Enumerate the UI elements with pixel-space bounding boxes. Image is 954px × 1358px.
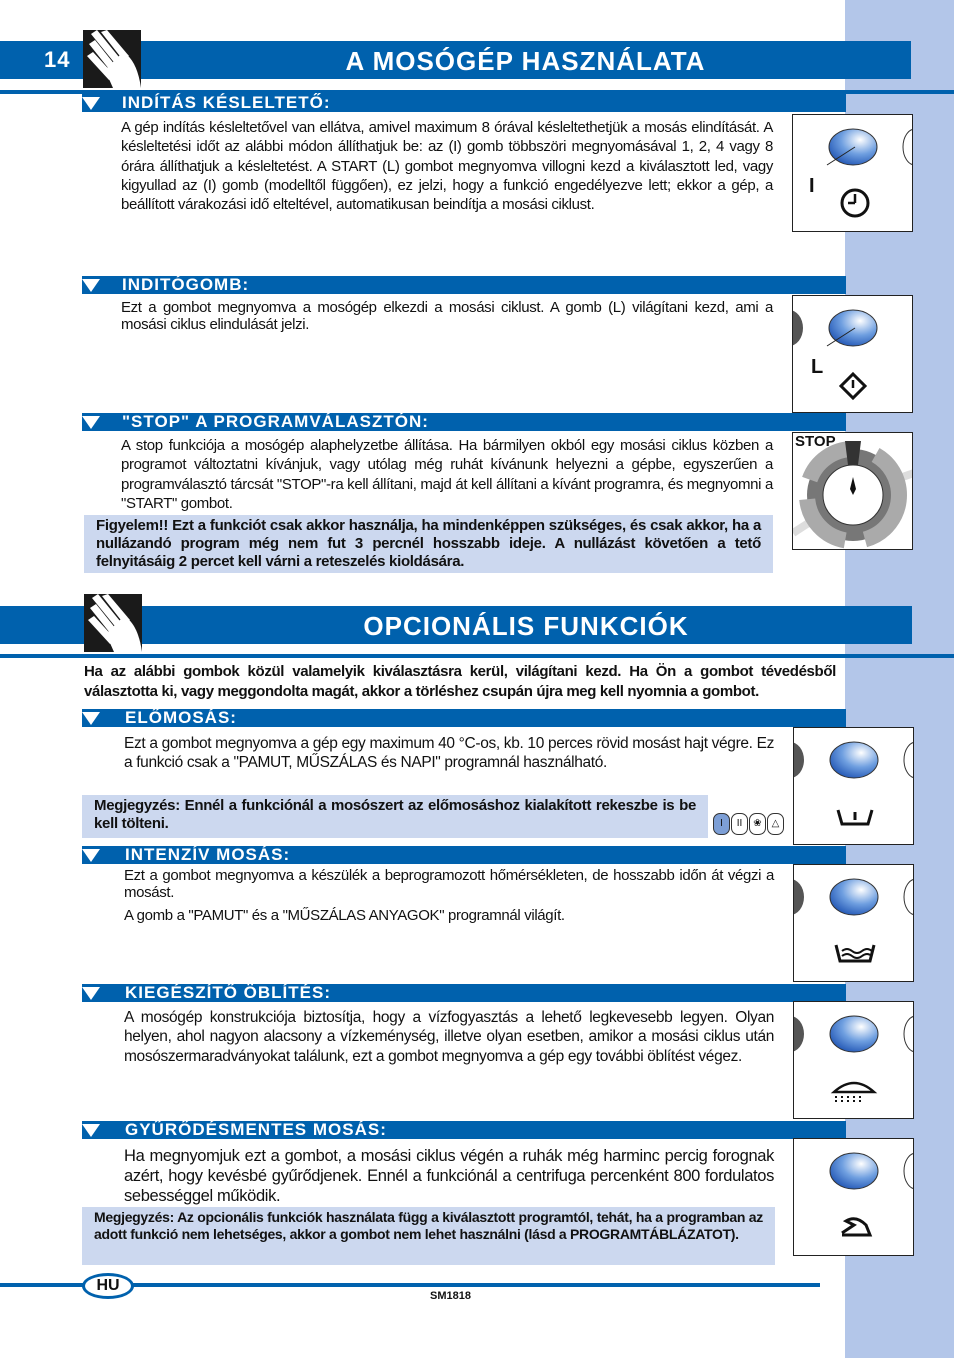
program-dial-illustration [792, 432, 913, 550]
paragraph: Ha megnyomjuk ezt a gombot, a mosási ciklus végén a ruhák még harminc percig forognak azért, hogy kevésbé gyűrődjenek. Ennél a funkciónál a centrifuga percenként 800 fordulatos sebességgel működik. [124, 1147, 774, 1205]
paragraph: A gép indítás késleltetővel van ellátva, amivel maximum 8 órával késleltethetjük a mosás elindítását. A késleltetési időt az alábbi módon állíthatjuk be: az (I) gomb többszöri megnyomásával 1, 2, 4 vagy 8 órára állíthatjuk a késleltetést. A START (L) gombot megnyomva villogni kezd a kiválasztott led, vagy kigyullad az (I) gomb (modelltől függően), ez jelzi, hogy a funkció engedélyezve lett; ekkor a gép, a beállított várakozási idő elteltével, automatikusan beindítja a mosási ciklust. [121, 119, 773, 214]
section-title: ELŐMOSÁS: [125, 708, 237, 727]
hand-icon [84, 594, 142, 652]
section-text [121, 436, 773, 517]
paragraph: Ezt a gombot megnyomva a készülék a beprogramozott hőmérsékleten, de hosszabb időn át végzi a mosást. [124, 867, 774, 901]
anticrease-button-illustration [793, 1138, 914, 1256]
prewash-button-illustration [793, 727, 914, 845]
section-bar-extra-rinse [82, 984, 846, 1002]
intro-text: Ha az alábbi gombok közül valamelyik kiválasztásra kerül, világítani kezd. Ha Ön a gombot tévedésből választotta ki, vagy meggondolta magát, akkor a törléshez csupán újra meg kell nyomnia a gombot. [84, 663, 836, 700]
triangle-icon [82, 849, 100, 862]
delay-button-illustration [792, 114, 913, 232]
page-number: 14 [44, 47, 71, 72]
section-text [121, 118, 773, 218]
section-bar-anticrease [82, 1121, 846, 1139]
button-label: L [811, 356, 824, 378]
triangle-icon [82, 279, 100, 292]
hand-icon [83, 30, 141, 88]
section-bar-delay-start [82, 94, 846, 112]
note: Megjegyzés: Az opcionális funkciók használata függ a kiválasztott programtól, tehát, ha a programban az adott funkció nem lehetséges, akkor a gombot nem lehet használni (lásd a PROGRAMTÁBLÁZATOT). [82, 1207, 775, 1265]
divider [0, 654, 954, 658]
start-button-illustration [792, 295, 913, 413]
section-title: INDÍTÁS KÉSLELTETŐ: [122, 93, 331, 112]
section-title: "STOP" A PROGRAMVÁLASZTÓN: [122, 412, 429, 431]
intensive-button-illustration [793, 864, 914, 982]
triangle-icon [82, 987, 100, 1000]
paragraph: A mosógép konstrukciója biztosítja, hogy a vízfogyasztás a lehető legkevesebb legyen. Olyan helyen, ahol nagyon alacsony a vízkeménység, illetve olyan esetben, amikor a mosási ciklus után mosószermaradványokat találunk, ezt a gombot megnyomva a gép egy további öblítést végez. [124, 1009, 774, 1065]
chapter-title: OPCIONÁLIS FUNKCIÓK [363, 611, 689, 641]
button-label: I [809, 175, 815, 197]
model-code: SM1818 [430, 1290, 471, 1302]
warning-note: Figyelem!! Ezt a funkciót csak akkor használja, ha mindenképpen szükséges, és csak akkor, ha a nullázandó program még nem fut 3 percnél hosszabb ideje. A nullázást követően a tető felnyitásáig 2 percet kell várni a reteszelés kioldására. [84, 515, 773, 573]
section-bar-intensive [82, 846, 846, 864]
section-title: GYŰRŐDÉSMENTES MOSÁS: [125, 1120, 387, 1139]
triangle-icon [82, 1124, 100, 1137]
section-text [124, 867, 774, 928]
section-text [124, 1146, 774, 1210]
section-text [124, 1008, 774, 1070]
section-bar-stop [82, 413, 846, 431]
note: Megjegyzés: Ennél a funkciónál a mosószert az előmosáshoz kialakított rekeszbe is be kell tölteni. [82, 795, 708, 838]
section-title: KIEGÉSZÍTŐ ÖBLÍTÉS: [125, 983, 332, 1002]
triangle-icon [82, 416, 100, 429]
language-badge: HU [82, 1273, 134, 1299]
section-bar-start [82, 276, 846, 294]
section-text [124, 734, 774, 777]
paragraph: Ezt a gombot megnyomva a gép egy maximum 40 °C-os, kb. 10 perces rövid mosást hajt végre. Ez a funkció csak a "PAMUT, MŰSZÁLAS és NAPI" programnál használható. [124, 735, 774, 772]
compartment-icon: I [713, 813, 730, 835]
paragraph: A gomb a "PAMUT" és a "MŰSZÁLAS ANYAGOK" programnál világít. [124, 907, 565, 924]
compartment-icon: II [731, 813, 748, 835]
triangle-icon [82, 97, 100, 110]
compartment-icon: ❀ [749, 813, 766, 835]
section-bar-prewash [82, 709, 846, 727]
stop-label: STOP [795, 433, 836, 450]
chapter-title: A MOSÓGÉP HASZNÁLATA [345, 46, 706, 76]
rinse-button-illustration [793, 1001, 914, 1119]
section-title: INDITÓGOMB: [122, 275, 250, 294]
section-title: INTENZÍV MOSÁS: [125, 845, 291, 864]
compartment-icon: △ [767, 813, 784, 835]
paragraph: A stop funkciója a mosógép alaphelyzetbe állítása. Ha bármilyen okból egy mosási ciklus közben a programot változtatni kívánjuk, vagy utólag még ruhát kívánunk helyezni a gépbe, egyszerűen a programválasztó tárcsát "STOP"-ra kell állítani, majd át kell állítani a kívánt programra, és megnyomni a "START" gombot. [121, 437, 773, 512]
detergent-compartments-icon [713, 813, 784, 835]
section-text [121, 299, 773, 337]
paragraph: Ezt a gombot megnyomva a mosógép elkezdi a mosási ciklust. A gomb (L) világítani kezd, ami a mosási ciklus elindulását jelzi. [121, 299, 773, 333]
triangle-icon [82, 712, 100, 725]
